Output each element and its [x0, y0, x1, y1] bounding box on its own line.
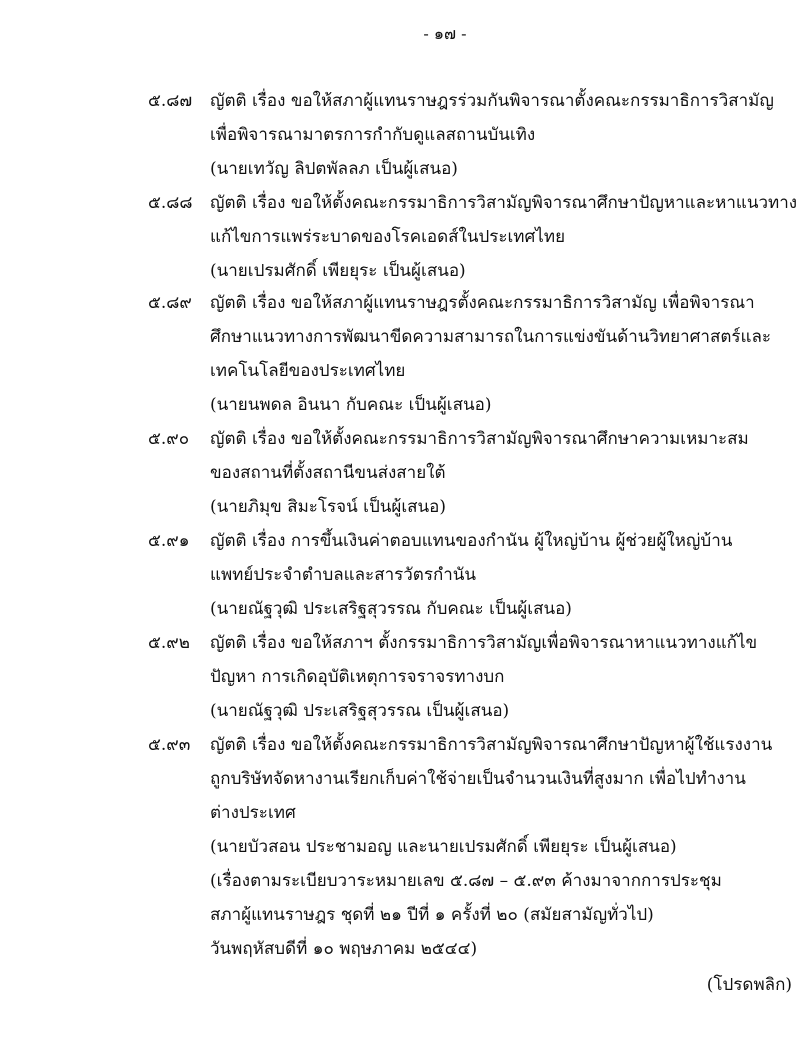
item-proposer: (นายภิมุข สิมะโรจน์ เป็นผู้เสนอ)	[210, 497, 446, 517]
item-line: ญัตติ เรื่อง ขอให้ตั้งคณะกรรมาธิการวิสามัญพิจารณาศึกษาความเหมาะสม	[210, 429, 749, 449]
item-line: เพื่อพิจารณามาตรการกำกับดูแลสถานบันเทิง	[210, 125, 536, 145]
item-line: ปัญหา การเกิดอุบัติเหตุการจราจรทางบก	[210, 667, 505, 687]
item-line: ญัตติ เรื่อง ขอให้ตั้งคณะกรรมาธิการวิสามัญพิจารณาศึกษาปัญหาผู้ใช้แรงงาน	[210, 735, 773, 755]
item-line: เทคโนโลยีของประเทศไทย	[210, 361, 406, 381]
item-line: แก้ไขการแพร่ระบาดของโรคเอดส์ในประเทศไทย	[210, 227, 566, 247]
item-number: ๕.๙๓	[148, 735, 191, 755]
item-number: ๕.๙๑	[148, 531, 190, 551]
item-line: ของสถานที่ตั้งสถานีขนส่งสายใต้	[210, 463, 446, 483]
item-line: ญัตติ เรื่อง ขอให้สภาผู้แทนราษฎรตั้งคณะกรรมาธิการวิสามัญ เพื่อพิจารณา	[210, 293, 755, 313]
item-line: ญัตติ เรื่อง ขอให้ตั้งคณะกรรมาธิการวิสามัญพิจารณาศึกษาปัญหาและหาแนวทาง	[210, 193, 798, 213]
item-proposer: (นายบัวสอน ประชามอญ และนายเปรมศักดิ์ เพียยุระ เป็นผู้เสนอ)	[210, 837, 677, 857]
item-proposer: (นายณัฐวุฒิ ประเสริฐสุวรรณ กับคณะ เป็นผู้เสนอ)	[210, 599, 572, 619]
item-line: แพทย์ประจำตำบลและสารวัตรกำนัน	[210, 565, 477, 585]
item-proposer: (นายณัฐวุฒิ ประเสริฐสุวรรณ เป็นผู้เสนอ)	[210, 701, 510, 721]
item-number: ๕.๙๒	[148, 633, 190, 653]
item-line: ญัตติ เรื่อง การขึ้นเงินค่าตอบแทนของกำนัน ผู้ใหญ่บ้าน ผู้ช่วยผู้ใหญ่บ้าน	[210, 531, 733, 551]
item-proposer: (นายเปรมศักดิ์ เพียยุระ เป็นผู้เสนอ)	[210, 261, 466, 281]
item-line: ญัตติ เรื่อง ขอให้สภาฯ ตั้งกรรมาธิการวิสามัญเพื่อพิจารณาหาแนวทางแก้ไข	[210, 633, 758, 653]
note-line: สภาผู้แทนราษฎร ชุดที่ ๒๑ ปีที่ ๑ ครั้งที่ ๒๐ (สมัยสามัญทั่วไป)	[210, 905, 654, 925]
item-number: ๕.๘๙	[148, 293, 192, 313]
note-line: (เรื่องตามระเบียบวาระหมายเลข ๕.๘๗ – ๕.๙๓ ค้างมาจากการประชุม	[210, 871, 722, 891]
please-turn-over-note: (โปรดพลิก)	[706, 975, 792, 995]
item-number: ๕.๘๗	[148, 91, 193, 111]
item-number: ๕.๘๘	[148, 193, 193, 213]
item-proposer: (นายเทวัญ ลิปตพัลลภ เป็นผู้เสนอ)	[210, 159, 458, 179]
page-number: - ๑๗ -	[423, 24, 467, 43]
item-line: ต่างประเทศ	[210, 803, 296, 823]
note-line: วันพฤหัสบดีที่ ๑๐ พฤษภาคม ๒๕๔๔)	[210, 939, 478, 959]
item-number: ๕.๙๐	[148, 429, 190, 449]
item-line: ศึกษาแนวทางการพัฒนาขีดความสามารถในการแข่งขันด้านวิทยาศาสตร์และ	[210, 327, 772, 347]
item-line: ญัตติ เรื่อง ขอให้สภาผู้แทนราษฎรร่วมกันพิจารณาตั้งคณะกรรมาธิการวิสามัญ	[210, 91, 774, 111]
item-line: ถูกบริษัทจัดหางานเรียกเก็บค่าใช้จ่ายเป็นจำนวนเงินที่สูงมาก เพื่อไปทำงาน	[210, 769, 746, 789]
item-proposer: (นายนพดล อินนา กับคณะ เป็นผู้เสนอ)	[210, 395, 492, 415]
